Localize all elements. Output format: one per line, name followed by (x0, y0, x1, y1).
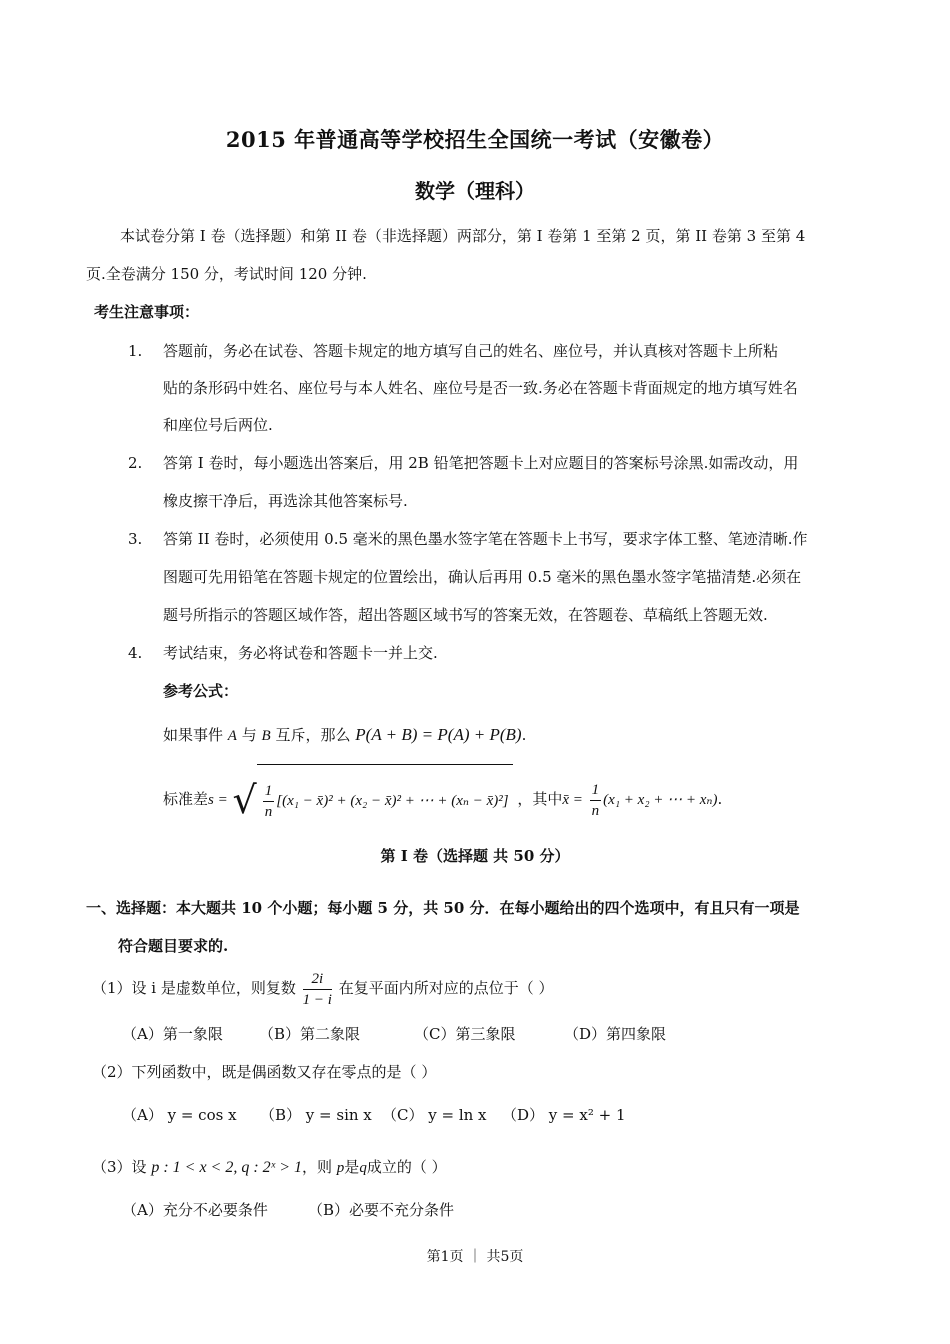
question-1 (92, 966, 554, 1010)
std-dev-formula-line (163, 764, 722, 834)
sqrt-icon: √ (232, 778, 257, 822)
std-mid: ，其中 (517, 790, 563, 808)
q1-option-b: （B）第二象限 (259, 1025, 361, 1043)
q3-p: p (336, 1160, 345, 1176)
sqrt-body (257, 764, 513, 836)
q2-option-b: （B） y = sin x (260, 1106, 372, 1124)
q1-suffix: 在复平面内所对应的点位于（ ） (338, 979, 554, 997)
mean-frac-num: 1 (590, 780, 602, 801)
notice-heading: 考生注意事项： (94, 303, 200, 321)
q1-den: 1 − i (302, 991, 332, 1008)
std-lhs: s = (208, 792, 228, 808)
mean-frac-den: n (591, 802, 600, 819)
q2-options (122, 1100, 626, 1130)
notice-item-1-number: 1. (128, 342, 143, 360)
std-frac-num: 1 (263, 781, 275, 802)
question-3 (92, 1152, 447, 1183)
q3-prefix: （3）设 (92, 1158, 147, 1176)
notice-item-3-number: 3. (128, 530, 143, 548)
prob-mid: 与 (241, 726, 257, 744)
q3-option-b: （B）必要不充分条件 (308, 1201, 455, 1219)
std-body: [(x₁ − x̄)² + (x₂ − x̄)² + ⋯ + (xₙ − x̄)²] (276, 793, 509, 809)
q1-option-d: （D）第四象限 (564, 1025, 667, 1043)
q3-q: q (359, 1160, 367, 1176)
page-title: 2015 年普通高等学校招生全国统一考试（安徽卷） (225, 127, 725, 152)
notice-item-3-line-1: 答第 II 卷时，必须使用 0.5 毫米的黑色墨水签字笔在答题卡上书写，要求字体工整、笔迹清晰.作 (163, 530, 808, 548)
q1-options (122, 1020, 666, 1048)
notice-item-2-line-2: 橡皮擦干净后，再选涂其他答案标号. (163, 492, 408, 510)
probability-formula-line (163, 716, 865, 755)
page-footer: 第1页 ｜ 共5页 (426, 1249, 524, 1265)
notice-item-3-line-2: 图题可先用铅笔在答题卡规定的位置绘出，确认后再用 0.5 毫米的黑色墨水签字笔描清楚.必须在 (163, 568, 802, 586)
notice-item-2-line-1: 答第 I 卷时，每小题选出答案后，用 2B 铅笔把答题卡上对应题目的答案标号涂黑.如需改动，用 (163, 454, 799, 472)
prob-end: . (521, 726, 527, 744)
mean-lhs: x̄ = (562, 792, 583, 808)
section-instruction-line-2: 符合题目要求的. (118, 937, 229, 955)
std-fraction (263, 781, 275, 822)
event-b: B (261, 728, 271, 744)
formulas-heading: 参考公式： (163, 682, 239, 700)
page-subtitle: 数学（理科） (415, 179, 535, 203)
notice-item-1-line-1: 答题前，务必在试卷、答题卡规定的地方填写自己的姓名、座位号，并认真核对答题卡上所粘 (163, 342, 779, 360)
section-title: 第 I 卷（选择题 共 50 分） (380, 847, 570, 865)
q3-option-a: （A）充分不必要条件 (122, 1201, 268, 1219)
q2-option-a: （A） y = cos x (122, 1106, 237, 1124)
question-2: （2）下列函数中，既是偶函数又存在零点的是（ ） (92, 1063, 437, 1081)
notice-item-3-line-3: 题号所指示的答题区域作答，超出答题区域书写的答案无效，在答题卷、草稿纸上答题无效. (163, 606, 768, 624)
prob-text: 互斥，那么 (275, 726, 351, 744)
std-frac-den: n (264, 803, 273, 820)
intro-line-1: 本试卷分第 I 卷（选择题）和第 II 卷（非选择题）两部分，第 I 卷第 1 至第 2 页，第 II 卷第 3 至第 4 (120, 227, 806, 245)
notice-item-4-line-1: 考试结束，务必将试卷和答题卡一并上交. (163, 644, 438, 662)
std-prefix: 标准差 (163, 790, 209, 808)
intro-line-2: 页.全卷满分 150 分，考试时间 120 分钟. (86, 265, 367, 283)
mean-end: . (717, 790, 723, 808)
q1-fraction (303, 969, 332, 1010)
q2-option-c: （C） y = ln x (382, 1106, 487, 1124)
q3-suffix: 成立的（ ） (366, 1158, 447, 1176)
q1-num: 2i (303, 969, 332, 990)
q1-option-c: （C）第三象限 (414, 1025, 516, 1043)
notice-item-1-line-3: 和座位号后两位. (163, 416, 273, 434)
notice-item-4-number: 4. (128, 644, 143, 662)
notice-item-2-number: 2. (128, 454, 143, 472)
mean-fraction (590, 780, 602, 821)
mean-body: (x₁ + x₂ + ⋯ + xₙ) (603, 792, 718, 808)
notice-item-1-line-2: 贴的条形码中姓名、座位号与本人姓名、座位号是否一致.务必在答题卡背面规定的地方填写姓名 (163, 379, 798, 397)
q3-math: p : 1 < x < 2, q : 2ˣ > 1 (151, 1159, 302, 1176)
q1-option-a: （A）第一象限 (122, 1025, 223, 1043)
prob-prefix: 如果事件 (163, 726, 224, 744)
q3-mid: ，则 (302, 1158, 333, 1176)
q3-options (122, 1196, 454, 1224)
event-a: A (227, 728, 237, 744)
q3-is: 是 (344, 1158, 360, 1176)
section-instruction-line-1: 一、选择题：本大题共 10 个小题；每小题 5 分，共 50 分．在每小题给出的四个选项中，有且只有一项是 (86, 899, 800, 917)
prob-formula: P(A + B) = P(A) + P(B) (355, 725, 522, 744)
q2-option-d: （D） y = x² + 1 (502, 1106, 626, 1124)
q1-prefix: （1）设 i 是虚数单位，则复数 (92, 979, 296, 997)
